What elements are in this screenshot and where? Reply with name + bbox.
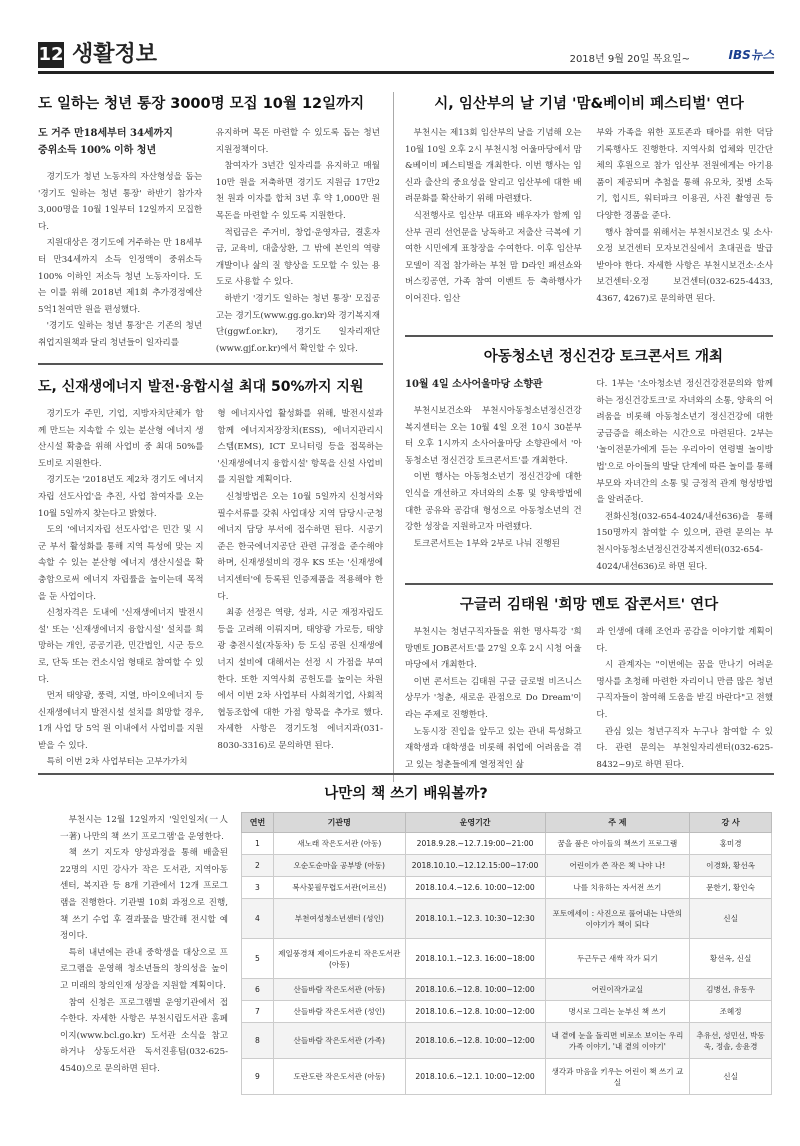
article-mental-health-concert xyxy=(405,345,773,575)
paragraph: 신청자격은 도내에 '신재생에너지 발전시설' 또는 '신재생에너지 융합시설' 설치를 희망하는 개인, 공공기관, 민간법인, 시군 등으로, 단독 또는 컨소시엄 형태로 참여할 수 있다. xyxy=(38,608,204,685)
paragraph: 형 에너지사업 활성화를 위해, 발전시설과 함께 에너지저장장치(ESS), 에너지관리시스템(EMS), ICT 모니터링 등을 접목하는 '신재생에너지 융합시설' 항목을 신설 사업비를 지원할 계획이다. xyxy=(217,409,383,486)
header-divider xyxy=(38,71,774,74)
table-cell: 추유선, 성민선, 박동욱, 정솔, 송윤경 xyxy=(690,1023,772,1059)
program-table xyxy=(241,812,772,1095)
table-cell: 4 xyxy=(242,899,274,939)
paragraph: 이번 콘서트는 김태원 구글 글로벌 비즈니스 상무가 '청춘, 새로운 관점으로 Do Dream'이라는 주제로 진행한다. xyxy=(405,676,582,720)
table-row xyxy=(242,877,772,899)
paragraph: 참여 신청은 프로그램별 운영기관에서 접수한다. 자세한 사항은 부천시립도서관 홈페이지(www.bcl.go.kr) 도서관 소식을 참고하거나 상동도서관 독서진흥팀(032-625-4540)으로 문의하면 된다. xyxy=(60,997,228,1074)
table-cell: 조혜정 xyxy=(690,1001,772,1023)
table-cell: 홍미경 xyxy=(690,833,772,855)
paragraph: 토크콘서트는 1부와 2부로 나눠 진행된 xyxy=(413,538,560,549)
table-cell: 1 xyxy=(242,833,274,855)
table-cell: 김병선, 유동우 xyxy=(690,979,772,1001)
paragraph: 특히 내년에는 관내 중학생을 대상으로 프로그램을 운영해 청소년들의 창의성을 높이고 미래의 창의인재 성장을 지원할 계획이다. xyxy=(60,947,228,991)
paragraph: 노동시장 진입을 앞두고 있는 관내 특성화고 재학생과 대학생을 비롯해 취업에 어려움을 겪고 있는 청춘들에게 열정적인 삶 xyxy=(405,726,582,770)
page-number: 12 xyxy=(38,42,64,68)
table-cell: 7 xyxy=(242,1001,274,1023)
paragraph: 부천시는 제13회 임산부의 날을 기념해 오는 10월 10일 오후 2시 부천시청 어울마당에서 맘&베이비 페스티벌을 개최한다. 이번 행사는 임신과 출산의 중요성을 알리고 임산부에 대한 배려문화를 확산하기 위해 마련됐다. xyxy=(405,128,582,205)
paragraph: '경기도 일하는 청년 통장'은 기존의 청년 취업지원책과 달리 청년들이 일자리를 xyxy=(38,321,203,348)
publisher-logo: IBS뉴스 xyxy=(728,48,774,62)
article-headline: 나만의 책 쓰기 배워볼까? xyxy=(324,786,488,802)
paragraph: 다. 1부는 '소아청소년 정신건강전문의와 함께하는 정신건강토크'로 자녀와의 소통, 양육의 어려움을 비롯해 아동청소년기 정신건강에 대한 궁금증을 해소하는 시간으로 마련된다. 2부는 '놀이전문가에게 듣는 우리아이 연령별 놀이방법'으로 아이들의 발달 단계에 따른 놀이를 통해 부모와 자녀간의 소통 및 긍정적 관계 형성방법을 알려준다. xyxy=(596,379,773,506)
table-cell: 내 곁에 눈을 돌리면 비로소 보이는 우리 가족 이야기, '내 곁의 이야기' xyxy=(545,1023,690,1059)
table-row xyxy=(242,939,772,979)
table-cell: 문한기, 황인숙 xyxy=(690,877,772,899)
article-headline: 도 일하는 청년 통장 3000명 모집 10월 12일까지 xyxy=(38,96,365,112)
table-cell: 황선옥, 신실 xyxy=(690,939,772,979)
table-cell: 2018.10.6.~12.1. 10:00~12:00 xyxy=(405,1059,545,1095)
table-cell: 산들바람 작은도서관 (가족) xyxy=(273,1023,405,1059)
paragraph: 부와 가족을 위한 포토존과 태아를 위한 덕담 기록행사도 진행한다. 지역사회 업체와 민간단체의 후원으로 참가 임산부 전원에게는 아기용품이 제공되며 추첨을 통해 유모차, 젖병 소독기, 힙시트, 워터파크 이용권, 사진 촬영권 등 다양한 경품을 준다. xyxy=(596,128,773,221)
paragraph: 경기도는 '2018년도 제2차 경기도 에너지자립 선도사업'을 추진, 사업 참여자를 오는 10월 5일까지 찾는다고 밝혔다. xyxy=(38,475,204,519)
table-header-row xyxy=(242,813,772,833)
table-cell: 3 xyxy=(242,877,274,899)
paragraph: 부천시는 12월 12일까지 '일인일저(一人一著) 나만의 책 쓰기 프로그램'을 운영한다. xyxy=(60,815,228,842)
table-cell: 2 xyxy=(242,855,274,877)
table-cell: 6 xyxy=(242,979,274,1001)
article-youth-account xyxy=(38,92,380,357)
table-cell: 산들바람 작은도서관 (아동) xyxy=(273,979,405,1001)
section-divider xyxy=(405,335,773,337)
paragraph: 경기도가 주민, 기업, 지방자치단체가 함께 만드는 지속할 수 있는 분산형 에너지 생산시설 확충을 위해 사업비 중 최대 50%를 도비로 지원한다. xyxy=(38,409,204,469)
table-cell: 신실 xyxy=(690,1059,772,1095)
article-headline: 시, 임산부의 날 기념 '맘&베이비 페스티벌' 연다 xyxy=(434,96,744,112)
table-cell: 제일풍경채 제이드카운티 작은도서관 (아동) xyxy=(273,939,405,979)
article-subtitle: 중위소득 100% 이하 청년 xyxy=(38,145,157,156)
table-cell: 이경화, 황선옥 xyxy=(690,855,772,877)
paragraph: 신청방법은 오는 10월 5일까지 신청서와 필수서류를 갖춰 사업대상 지역 담당시·군청 에너지 담당 부서에 접수하면 된다. 시공기준은 한국에너지공단 관련 규정을 준수해야 하며, 신재생설비의 경우 KS 또는 '신재생에너지센터'에 등록된 인증제품을 적용해야 한다. xyxy=(217,491,383,602)
table-cell: 신실 xyxy=(690,899,772,939)
article-subtitle: 도 거주 만18세부터 34세까지 xyxy=(38,128,173,139)
table-cell: 나를 치유하는 자서전 쓰기 xyxy=(545,877,690,899)
section-divider xyxy=(38,363,383,365)
issue-date: 2018년 9월 20일 목요일~ xyxy=(569,54,690,65)
table-cell: 새노래 작은도서관 (아동) xyxy=(273,833,405,855)
table-cell: 부천여성청소년센터 (성인) xyxy=(273,899,405,939)
table-cell: 두근두근 새싹 작가 되기 xyxy=(545,939,690,979)
paragraph: 적립금은 주거비, 창업·운영자금, 결혼자금, 교육비, 대출상환, 그 밖에 본인의 역량개발이나 삶의 질 향상을 도모할 수 있는 용도로 사용할 수 있다. xyxy=(215,227,380,288)
paragraph: 책 쓰기 지도자 양성과정을 통해 배출된 22명의 시민 강사가 작은 도서관, 지역아동센터, 복지관 등 8개 기관에서 12개 프로그램을 진행한다. 기관별 10회 과정으로 진행, 책 쓰기 수업 후 결과물을 발간해 전시할 예정이다. xyxy=(60,848,228,942)
paragraph: 부천시는 청년구직자들을 위한 명사특강 '희망멘토 JOB콘서트'를 27일 오후 2시 시청 어울마당에서 개최한다. xyxy=(405,627,582,671)
article-book-writing xyxy=(38,782,774,1137)
table-cell: 꿈을 품은 아이들의 책쓰기 프로그램 xyxy=(545,833,690,855)
table-cell: 9 xyxy=(242,1059,274,1095)
table-row xyxy=(242,855,772,877)
table-cell: 포토에세이 : 사진으로 풀어내는 나만의 이야기가 책이 되다 xyxy=(545,899,690,939)
paragraph: 참여자가 3년간 일자리를 유지하고 매월 10만 원을 저축하면 경기도 지원금 17만2천 원과 이자를 합쳐 3년 후 약 1,000만 원 목돈을 마련할 수 있도록 지원한다. xyxy=(215,161,380,221)
col-header: 주 제 xyxy=(545,813,690,833)
article-headline: 아동청소년 정신건강 토크콘서트 개최 xyxy=(483,349,723,365)
table-cell: 2018.10.6.~12.8. 10:00~12:00 xyxy=(405,1023,545,1059)
column-divider xyxy=(393,92,394,782)
table-cell: 산들바람 작은도서관 (성인) xyxy=(273,1001,405,1023)
paragraph: 경기도가 청년 노동자의 자산형성을 돕는 '경기도 일하는 청년 통장' 하반기 참가자 3,000명을 10월 1일부터 12일까지 모집한다. xyxy=(38,172,203,232)
article-mom-baby-festival xyxy=(405,92,773,308)
table-row xyxy=(242,1023,772,1059)
col-header: 운영기간 xyxy=(405,813,545,833)
article-subtitle: 10월 4일 소사어울마당 소향관 xyxy=(405,379,543,390)
table-cell: 2018.10.6.~12.8. 10:00~12:00 xyxy=(405,1001,545,1023)
paragraph: 전화신청(032-654-4024/내선636)을 통해 150명까지 참여할 수 있으며, 관련 문의는 부천시아동청소년정신건강복지센터(032-654-4024/내선636)로 하면 된다. xyxy=(596,511,773,572)
table-row xyxy=(242,899,772,939)
table-cell: 2018.10.4.~12.6. 10:00~12:00 xyxy=(405,877,545,899)
section-title: 생활정보 xyxy=(72,42,158,67)
table-cell: 5 xyxy=(242,939,274,979)
page-header xyxy=(38,40,774,70)
table-cell: 2018.10.1.~12.3. 10:30~12:30 xyxy=(405,899,545,939)
paragraph: 이번 행사는 아동청소년기 정신건강에 대한 인식을 개선하고 자녀와의 소통 및 양육방법에 대한 공유와 공감대 형성으로 아동청소년의 건강한 성장을 지원하고자 마련됐다. xyxy=(405,472,582,533)
table-cell: 오순도순마을 공부방 (아동) xyxy=(273,855,405,877)
col-header: 기관명 xyxy=(273,813,405,833)
table-cell: 2018.9.28.~12.7.19:00~21:00 xyxy=(405,833,545,855)
table-cell: 복사꽃필무렵도서관(어르신) xyxy=(273,877,405,899)
table-cell: 2018.10.10.~12.12.15:00~17:00 xyxy=(405,855,545,877)
table-cell: 어린이가 쓴 작은 책 나야 나! xyxy=(545,855,690,877)
article-job-concert xyxy=(405,593,773,773)
article-headline: 도, 신재생에너지 발전·융합시설 최대 50%까지 지원 xyxy=(38,379,364,395)
section-divider xyxy=(38,773,774,775)
table-row xyxy=(242,979,772,1001)
paragraph: 시 관계자는 "이번에는 꿈을 만나기 어려운 명사를 초청해 마련한 자리이니 만큼 많은 청년구직자들이 참여해 도움을 받길 바란다"고 전했다. xyxy=(596,660,773,720)
table-cell: 8 xyxy=(242,1023,274,1059)
paragraph: 유지하며 목돈 마련할 수 있도록 돕는 청년 지원정책이다. xyxy=(215,128,380,155)
table-cell: 2018.10.6.~12.8. 10:00~12:00 xyxy=(405,979,545,1001)
paragraph: 행사 참여를 위해서는 부천시보건소 및 소사·오정 보건센터 모자보건실에서 초대권을 발급받아야 한다. 자세한 사항은 부천시보건소·소사 보건센터·오정 보건센터(032-625-4433, 4367, 4267)로 문의하면 된다. xyxy=(596,227,773,304)
paragraph: 부천시보건소와 부천시아동청소년정신건강복지센터는 오는 10월 4일 오전 10시 30분부터 오후 1시까지 소사어울마당 소향관에서 '아동청소년 정신건강 토크콘서트'를 개최한다. xyxy=(405,406,582,466)
paragraph: 지원대상은 경기도에 거주하는 만 18세부터 만34세까지 소득 인정액이 중위소득 100% 이하인 저소득 청년 노동자이다. 도는 이를 위해 2018년 제1회 추가경정예산 5억1천여만 원을 편성했다. xyxy=(38,238,203,315)
table-row xyxy=(242,1001,772,1023)
table-cell: 도란도란 작은도서관 (아동) xyxy=(273,1059,405,1095)
col-header: 연번 xyxy=(242,813,274,833)
table-cell: 2018.10.1.~12.3. 16:00~18:00 xyxy=(405,939,545,979)
table-cell: 명시로 그리는 눈부신 책 쓰기 xyxy=(545,1001,690,1023)
article-headline: 구글러 김태원 '희망 멘토 잡콘서트' 연다 xyxy=(459,597,719,613)
table-row xyxy=(242,1059,772,1095)
section-divider xyxy=(405,583,773,585)
paragraph: 먼저 태양광, 풍력, 지열, 바이오에너지 등 신재생에너지 발전시설 설치를 희망할 경우, 1개 사업 당 5억 원 이내에서 사업비를 지원받을 수 있다. xyxy=(38,691,204,751)
article-renewable-energy xyxy=(38,376,383,771)
paragraph: 도의 '에너지자립 선도사업'은 민간 및 시군 부서 활성화를 통해 지역 특성에 맞는 지속할 수 있는 분산형 에너지 생산시설을 확충함으로써 에너지 자립률을 높이는데 목적을 둔 사업이다. xyxy=(38,525,204,602)
paragraph: 하반기 '경기도 일하는 청년 통장' 모집공고는 경기도(www.gg.go.kr)와 경기복지재단(ggwf.or.kr), 경기도 일자리재단(www.gjf.or.kr)에서 확인할 수 있다. xyxy=(215,293,380,354)
paragraph: 관심 있는 청년구직자 누구나 참여할 수 있다. 관련 문의는 부천일자리센터(032-625-8432~9)로 하면 된다. xyxy=(596,726,773,770)
table-row xyxy=(242,833,772,855)
table-cell: 생각과 마음을 키우는 어린이 책 쓰기 교실 xyxy=(545,1059,690,1095)
table-cell: 어린이작가교실 xyxy=(545,979,690,1001)
paragraph: 특히 이번 2차 사업부터는 고부가가치 xyxy=(46,757,188,768)
paragraph: 과 인생에 대해 조언과 공감을 이야기할 계획이다. xyxy=(596,627,773,654)
paragraph: 식전행사로 임산부 대표와 배우자가 함께 임산부 권리 선언문을 낭독하고 저출산 극복에 기여한 시민에게 표창장을 수여한다. 이후 임산부 모델이 직접 참가하는 부천 맘 D라인 패션쇼와 버스킹공연, 가족 참여 이벤트 등 축하행사가 이어진다. 임산 xyxy=(405,210,582,304)
paragraph: 최종 선정은 역량, 성과, 시군 재정자립도 등을 고려해 이뤄지며, 태양광 가로등, 태양광 충전시설(자동차) 등 도심 공원 신재생에너지 설비에 대해서는 선정 시 가점을 부여한다. 또한 지역사회 공헌도를 높이는 차원에서 이번 2차 사업부터 사회적기업, 사회적 협동조합에 대한 가점 항목을 추가로 했다. 자세한 사항은 경기도청 에너지과(031-8030-3316)로 문의하면 된다. xyxy=(217,608,383,751)
col-header: 강 사 xyxy=(690,813,772,833)
